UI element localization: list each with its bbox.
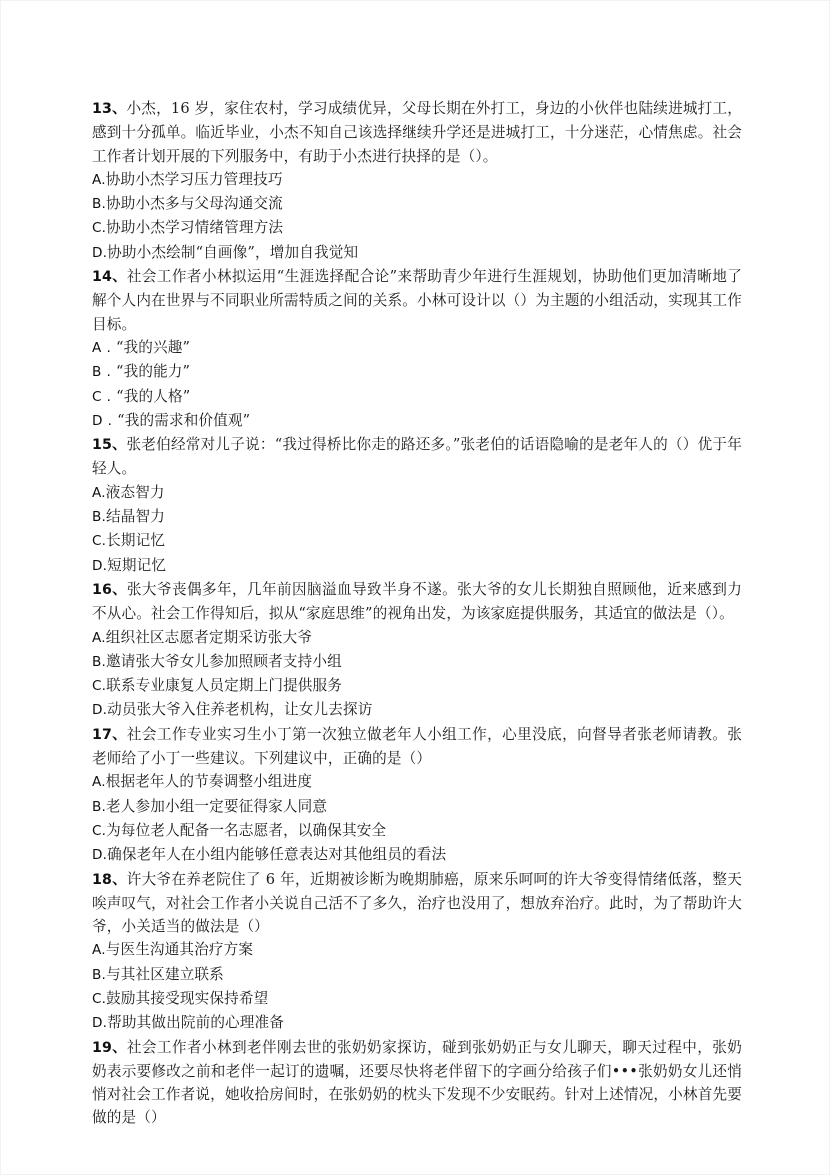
question-block	[92, 433, 742, 578]
question-text: 张老伯经常对儿子说：“我过得桥比你走的路还多。”张老伯的话语隐喻的是老年人的（）优于年轻人。	[92, 436, 742, 478]
question-text: 社会工作者小林拟运用“生涯选择配合论”来帮助青少年进行生涯规划，协助他们更加清晰地了解个人内在世界与不同职业所需特质之间的关系。小林可设计以（）为主题的小组活动，实现其工作目标。	[92, 268, 742, 333]
option-letter: A	[92, 774, 102, 791]
option-letter: D	[92, 244, 103, 261]
question-number: 15、	[92, 437, 127, 454]
option-letter: D	[92, 557, 103, 574]
option-text: 组织社区志愿者定期采访张大爷	[105, 628, 313, 646]
option-line[interactable]	[92, 963, 742, 987]
question-stem	[92, 578, 742, 626]
option-letter: D	[92, 702, 103, 719]
option-line[interactable]	[92, 505, 742, 529]
option-line[interactable]	[92, 192, 742, 216]
option-letter: D	[92, 1015, 103, 1032]
option-line[interactable]	[92, 819, 742, 843]
option-separator: .	[102, 244, 108, 261]
question-stem	[92, 723, 742, 771]
option-letter: A	[92, 629, 102, 646]
option-line[interactable]	[92, 554, 742, 578]
option-separator: .	[102, 847, 108, 864]
option-letter: A	[92, 942, 102, 959]
option-line[interactable]	[92, 409, 742, 433]
option-line[interactable]	[92, 674, 742, 698]
option-letter: C	[92, 822, 102, 839]
option-separator: .	[106, 388, 112, 405]
option-letter: B	[92, 509, 102, 526]
option-letter: C	[92, 220, 102, 237]
question-text: 许大爷在养老院住了 6 年，近期被诊断为晚期肺癌，原来乐呵呵的许大爷变得情绪低落，整天唉声叹气，对社会工作者小关说自己活不了多久，治疗也没用了，想放弃治疗。此时，为了帮助许大爷，小关适当的做法是（）	[92, 870, 742, 936]
question-number: 18、	[92, 871, 127, 888]
option-letter: B	[92, 653, 102, 670]
option-separator: .	[101, 653, 106, 670]
option-letter: D	[92, 847, 103, 864]
option-line[interactable]	[92, 241, 742, 265]
option-separator: .	[107, 412, 113, 429]
option-letter: C	[92, 533, 102, 550]
option-separator: .	[101, 509, 106, 526]
option-separator: .	[101, 774, 106, 791]
option-text: 短期记忆	[107, 556, 167, 574]
option-text: 老人参加小组一定要征得家人同意	[105, 797, 328, 815]
option-line[interactable]	[92, 843, 742, 867]
question-block	[92, 578, 742, 723]
option-separator: .	[101, 966, 106, 983]
option-letter: C	[92, 388, 102, 405]
option-line[interactable]	[92, 650, 742, 674]
question-list	[92, 97, 742, 1130]
option-separator: .	[101, 822, 107, 839]
option-line[interactable]	[92, 385, 742, 409]
option-text: 鼓励其接受现实保持希望	[106, 989, 269, 1007]
option-line[interactable]	[92, 987, 742, 1011]
question-stem	[92, 868, 742, 939]
option-text: 为每位老人配备一名志愿者，以确保其安全	[106, 821, 387, 839]
option-text: 确保老年人在小组内能够任意表达对其他组员的看法	[107, 846, 447, 864]
option-text: 联系专业康复人员定期上门提供服务	[106, 677, 343, 695]
option-text: 协助小杰学习情绪管理方法	[106, 219, 284, 237]
option-line[interactable]	[92, 626, 742, 650]
question-number: 14、	[92, 269, 127, 286]
option-text: 帮助其做出院前的心理准备	[107, 1014, 285, 1032]
option-text: 与其社区建立联系	[105, 965, 224, 983]
option-text: “我的需求和价值观”	[117, 411, 251, 429]
question-block	[92, 723, 742, 868]
question-number: 17、	[92, 726, 127, 743]
question-text: 张大爷丧偶多年，几年前因脑溢血导致半身不遂。张大爷的女儿长期独自照顾他，近来感到力不从心。社会工作得知后，拟从“家庭思维”的视角出发，为该家庭提供服务，其适宜的做法是（）。	[92, 580, 742, 623]
question-stem	[92, 1036, 742, 1130]
option-text: 长期记忆	[106, 532, 166, 550]
option-separator: .	[106, 339, 111, 356]
option-line[interactable]	[92, 216, 742, 240]
option-text: 结晶智力	[105, 508, 165, 526]
option-text: 根据老年人的节奏调整小组进度	[105, 773, 313, 791]
option-letter: A	[92, 339, 102, 356]
option-separator: .	[101, 629, 106, 646]
question-stem	[92, 433, 742, 481]
option-line[interactable]	[92, 481, 742, 505]
option-line[interactable]	[92, 360, 742, 384]
option-separator: .	[106, 364, 111, 381]
option-separator: .	[101, 171, 106, 188]
option-letter: C	[92, 678, 102, 695]
option-text: “我的兴趣”	[115, 338, 191, 356]
option-separator: .	[101, 942, 106, 959]
option-separator: .	[101, 484, 106, 501]
question-stem	[92, 97, 742, 168]
question-text: 社会工作者小林到老伴刚去世的张奶奶家探访，碰到张奶奶正与女儿聊天，聊天过程中，张奶奶表示要修改之前和老伴一起订的遗嘱，还要尽快将老伴留下的字画分给孩子们•••张奶奶女儿还悄悄对社会工作者说，她收拾房间时，在张奶奶的枕头下发现不少安眠药。针对上述情况，小林首先要做的是（）	[92, 1038, 742, 1127]
option-letter: A	[92, 484, 102, 501]
question-text: 社会工作专业实习生小丁第一次独立做老年人小组工作，心里没底，向督导者张老师请教。张老师给了小丁一些建议。下列建议中，正确的是（）	[92, 725, 742, 768]
option-line[interactable]	[92, 529, 742, 553]
option-text: “我的能力”	[115, 363, 191, 381]
option-letter: B	[92, 966, 102, 983]
option-separator: .	[101, 798, 106, 815]
option-letter: C	[92, 990, 102, 1007]
option-text: 协助小杰多与父母沟通交流	[105, 195, 283, 213]
option-letter: B	[92, 364, 102, 381]
option-text: 液态智力	[105, 483, 165, 501]
option-separator: .	[101, 220, 107, 237]
question-block	[92, 265, 742, 433]
option-text: 协助小杰学习压力管理技巧	[105, 170, 283, 188]
option-line[interactable]	[92, 168, 742, 192]
option-separator: .	[102, 702, 108, 719]
option-separator: .	[102, 557, 108, 574]
option-line[interactable]	[92, 698, 742, 722]
question-text: 小杰，16 岁，家住农村，学习成绩优异，父母长期在外打工，身边的小伙伴也陆续进城打工，感到十分孤单。临近毕业，小杰不知自己该选择继续升学还是进城打工，十分迷茫，心情焦虑。社会工作者计划开展的下列服务中，有助于小杰进行抉择的是（）。	[92, 100, 742, 165]
option-line[interactable]	[92, 795, 742, 819]
option-line[interactable]	[92, 336, 742, 360]
option-separator: .	[101, 196, 106, 213]
option-text: 邀请张大爷女儿参加照顾者支持小组	[105, 652, 342, 670]
option-text: 动员张大爷入住养老机构，让女儿去探访	[107, 701, 373, 719]
option-letter: B	[92, 196, 102, 213]
question-stem	[92, 265, 742, 336]
option-letter: D	[92, 412, 103, 429]
question-number: 19、	[92, 1039, 127, 1056]
question-block	[92, 97, 742, 265]
option-letter: B	[92, 798, 102, 815]
option-text: 协助小杰绘制“自画像”，增加自我觉知	[107, 243, 359, 261]
option-line[interactable]	[92, 770, 742, 794]
option-line[interactable]	[92, 938, 742, 962]
option-separator: .	[101, 533, 107, 550]
option-letter: A	[92, 171, 102, 188]
question-block	[92, 868, 742, 1036]
option-separator: .	[101, 990, 107, 1007]
question-number: 16、	[92, 581, 127, 598]
option-text: 与医生沟通其治疗方案	[105, 941, 254, 959]
option-text: “我的人格”	[116, 387, 191, 405]
option-line[interactable]	[92, 1011, 742, 1035]
option-separator: .	[102, 1015, 108, 1032]
question-number: 13、	[92, 101, 127, 117]
option-separator: .	[101, 678, 107, 695]
question-block	[92, 1036, 742, 1130]
